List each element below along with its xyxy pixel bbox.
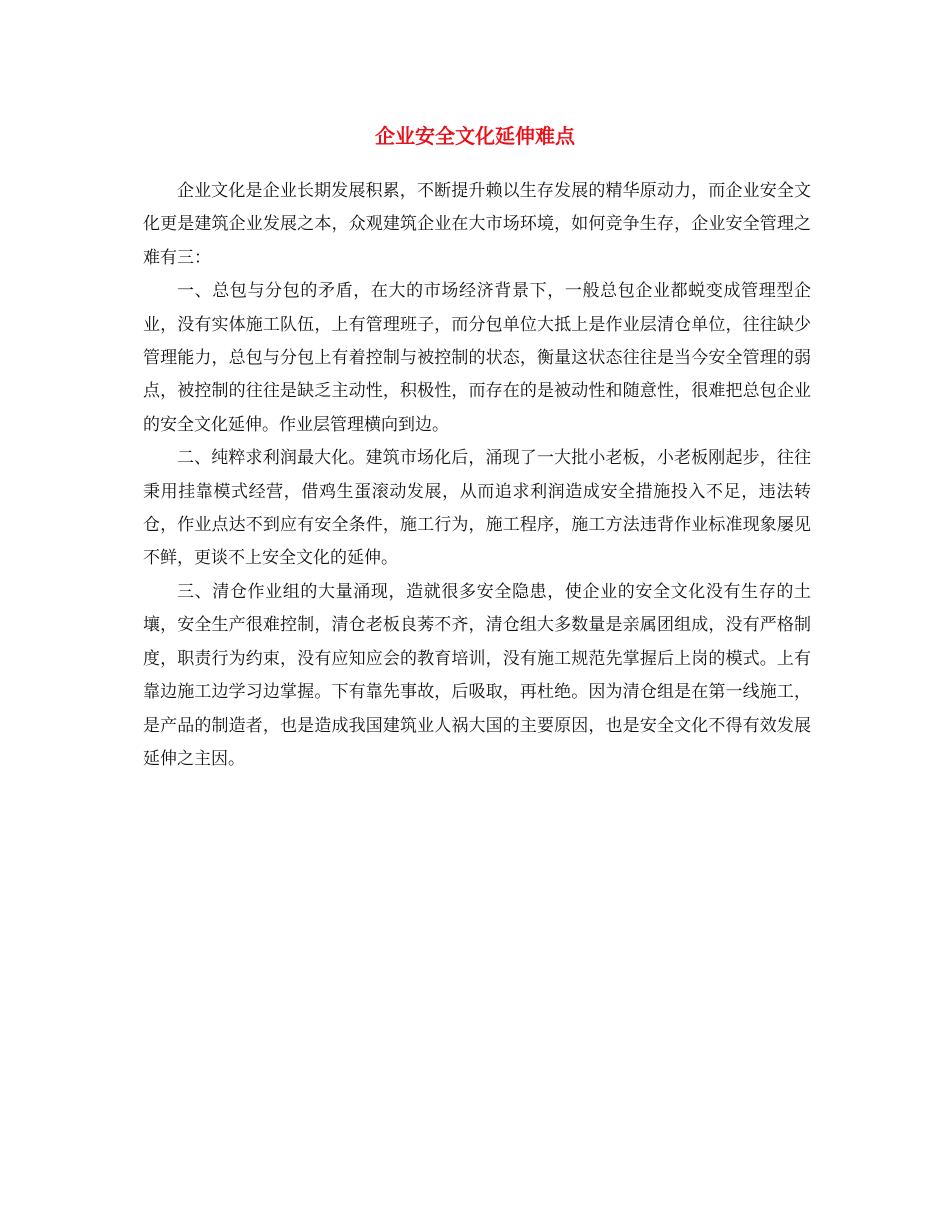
document-title: 企业安全文化延伸难点 — [375, 124, 575, 148]
paragraph-intro: 企业文化是企业长期发展积累，不断提升赖以生存发展的精华原动力，而企业安全文化更是建筑企业发展之本，众观建筑企业在大市场环境，如何竞争生存，企业安全管理之难有三： — [143, 181, 811, 268]
paragraph-point-two: 二、纯粹求利润最大化。建筑市场化后，涌现了一大批小老板，小老板刚起步，往往秉用挂靠模式经营，借鸡生蛋滚动发展，从而追求利润造成安全措施投入不足，违法转仓，作业点达不到应有安全条件，施工行为，施工程序，施工方法违背作业标准现象屡见不鲜，更谈不上安全文化的延伸。 — [143, 448, 811, 569]
paragraph-point-one: 一、总包与分包的矛盾，在大的市场经济背景下，一般总包企业都蜕变成管理型企业，没有实体施工队伍，上有管理班子，而分包单位大抵上是作业层清仓单位，往往缺少管理能力，总包与分包上有着控制与被控制的状态，衡量这状态往往是当今安全管理的弱点，被控制的往往是缺乏主动性，积极性，而存在的是被动性和随意性，很难把总包企业的安全文化延伸。作业层管理横向到边。 — [143, 281, 811, 435]
document-body — [143, 175, 811, 776]
paragraph-point-three: 三、清仓作业组的大量涌现，造就很多安全隐患，使企业的安全文化没有生存的土壤，安全生产很难控制，清仓老板良莠不齐，清仓组大多数量是亲属团组成，没有严格制度，职责行为约束，没有应知应会的教育培训，没有施工规范先掌握后上岗的模式。上有靠边施工边学习边掌握。下有靠先事故，后吸取，再杜绝。因为清仓组是在第一线施工，是产品的制造者，也是造成我国建筑业人祸大国的主要原因，也是安全文化不得有效发展延伸之主因。 — [143, 581, 811, 769]
